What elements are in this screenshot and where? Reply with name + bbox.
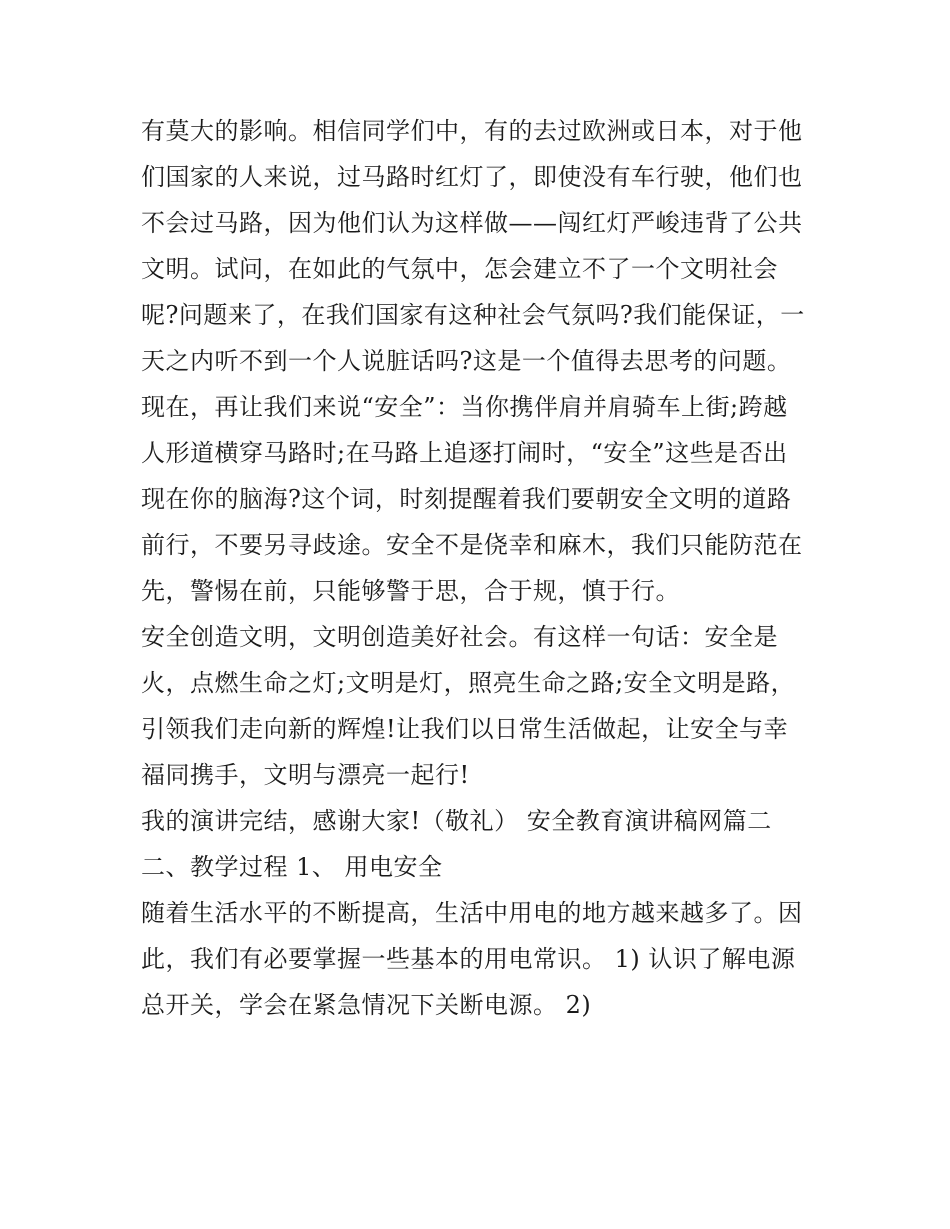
text-line: 现在，再让我们来说“安全”：当你携伴肩并肩骑车上街;跨越 bbox=[141, 393, 788, 421]
text-line: 呢?问题来了，在我们国家有这种社会气氛吗?我们能保证，一 bbox=[141, 301, 805, 329]
document-body bbox=[141, 108, 816, 1028]
text-line: 前行，不要另寻歧途。安全不是侥幸和麻木，我们只能防范在 bbox=[141, 531, 803, 559]
text-line: 我的演讲完结，感谢大家!（敬礼） 安全教育演讲稿网篇二 bbox=[141, 807, 772, 835]
section-heading: 二、教学过程 1、 用电安全 bbox=[141, 853, 443, 881]
text-line: 此，我们有必要掌握一些基本的用电常识。 1) 认识了解电源 bbox=[141, 945, 796, 973]
text-line: 总开关，学会在紧急情况下关断电源。 2) bbox=[141, 991, 592, 1019]
text-line: 火，点燃生命之灯;文明是灯，照亮生命之路;安全文明是路， bbox=[141, 669, 796, 697]
text-line: 先，警惕在前，只能够警于思，合于规，慎于行。 bbox=[141, 577, 680, 605]
text-line: 福同携手，文明与漂亮一起行! bbox=[141, 761, 470, 789]
text-line: 不会过马路，因为他们认为这样做——闯红灯严峻违背了公共 bbox=[141, 209, 803, 237]
text-line: 随着生活水平的不断提高，生活中用电的地方越来越多了。因 bbox=[141, 899, 803, 927]
text-line: 人形道横穿马路时;在马路上追逐打闹时，“安全”这些是否出 bbox=[141, 439, 788, 467]
text-line: 安全创造文明，文明创造美好社会。有这样一句话：安全是 bbox=[141, 623, 778, 651]
text-line: 现在你的脑海?这个词，时刻提醒着我们要朝安全文明的道路 bbox=[141, 485, 792, 513]
text-line: 们国家的人来说，过马路时红灯了，即使没有车行驶，他们也 bbox=[141, 163, 803, 191]
text-line: 天之内听不到一个人说脏话吗?这是一个值得去思考的问题。 bbox=[141, 347, 792, 375]
text-line: 引领我们走向新的辉煌!让我们以日常生活做起，让安全与幸 bbox=[141, 715, 789, 743]
text-line: 有莫大的影响。相信同学们中，有的去过欧洲或日本，对于他 bbox=[141, 117, 803, 145]
text-line: 文明。试问，在如此的气氛中，怎会建立不了一个文明社会 bbox=[141, 255, 778, 283]
